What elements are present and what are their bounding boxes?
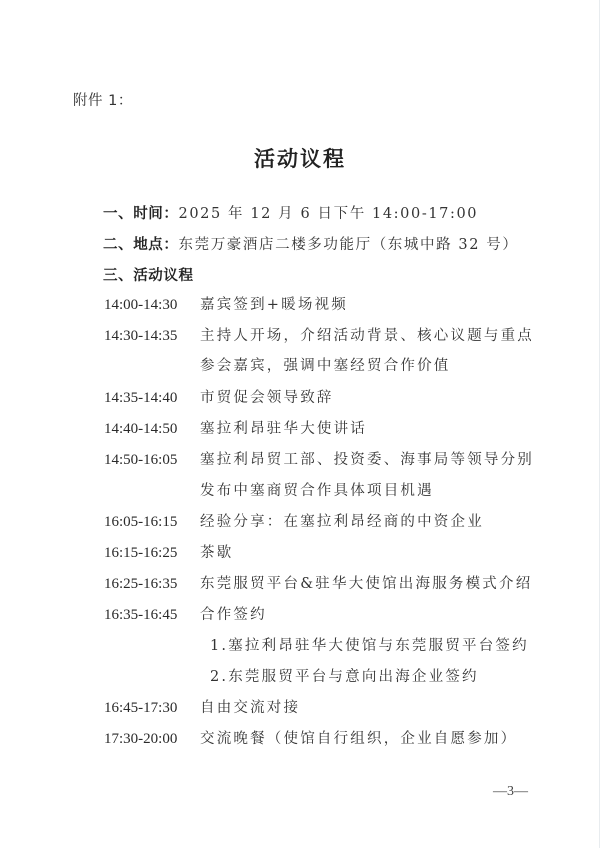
agenda-row [104,605,267,625]
section-location-label: 二、地点： [103,237,179,253]
section-time-label: 一、时间： [103,206,179,222]
agenda-row [104,326,534,346]
agenda-desc: 塞拉利昂驻华大使讲话 [200,421,367,437]
agenda-desc-continued: 参会嘉宾，强调中塞经贸合作价值 [200,358,451,374]
agenda-subitem: 1.塞拉利昂驻华大使馆与东莞服贸平台签约 [210,638,529,654]
agenda-row [104,419,367,439]
agenda-row [104,295,348,315]
agenda-desc: 市贸促会领导致辞 [200,390,334,406]
attachment-label: 附件 1： [73,93,133,109]
agenda-row [104,729,517,749]
agenda-desc: 主持人开场，介绍活动背景、核心议题与重点 [200,328,534,344]
agenda-desc: 嘉宾签到+暖场视频 [200,297,348,313]
agenda-desc: 合作签约 [200,607,267,623]
agenda-time: 16:35-16:45 [104,607,178,623]
agenda-desc: 经验分享：在塞拉利昂经商的中资企业 [200,514,484,530]
section-time-value: 2025 年 12 月 6 日下午 14:00-17:00 [178,206,479,222]
agenda-row [104,450,534,470]
agenda-row [104,512,484,532]
agenda-time: 14:40-14:50 [104,421,178,437]
agenda-time: 14:35-14:40 [104,390,178,406]
agenda-desc: 茶歇 [200,545,234,561]
agenda-row [104,543,233,563]
agenda-time: 14:30-14:35 [104,328,178,344]
agenda-row [104,698,300,718]
page-title: 活动议程 [254,147,346,171]
agenda-time: 16:45-17:30 [104,700,178,716]
section-time [103,204,478,224]
page-number: —3— [493,784,528,799]
agenda-desc: 交流晚餐（使馆自行组织，企业自愿参加） [200,731,518,747]
agenda-time: 17:30-20:00 [104,731,178,747]
agenda-row [104,388,334,408]
section-agenda [103,266,194,286]
agenda-subitem: 2.东莞服贸平台与意向出海企业签约 [210,669,479,685]
section-location [103,235,518,255]
agenda-desc-continued: 发布中塞商贸合作具体项目机遇 [200,483,434,499]
agenda-row [104,574,532,594]
section-agenda-label: 三、活动议程 [103,268,194,284]
section-location-value: 东莞万豪酒店二楼多功能厅（东城中路 32 号） [178,237,519,253]
agenda-time: 14:00-14:30 [104,297,178,313]
agenda-desc: 自由交流对接 [200,700,301,716]
agenda-time: 16:15-16:25 [104,545,178,561]
agenda-desc: 东莞服贸平台&驻华大使馆出海服务模式介绍 [200,576,533,592]
agenda-time: 16:25-16:35 [104,576,178,592]
agenda-desc: 塞拉利昂贸工部、投资委、海事局等领导分别 [200,452,534,468]
agenda-time: 14:50-16:05 [104,452,178,468]
agenda-time: 16:05-16:15 [104,514,178,530]
